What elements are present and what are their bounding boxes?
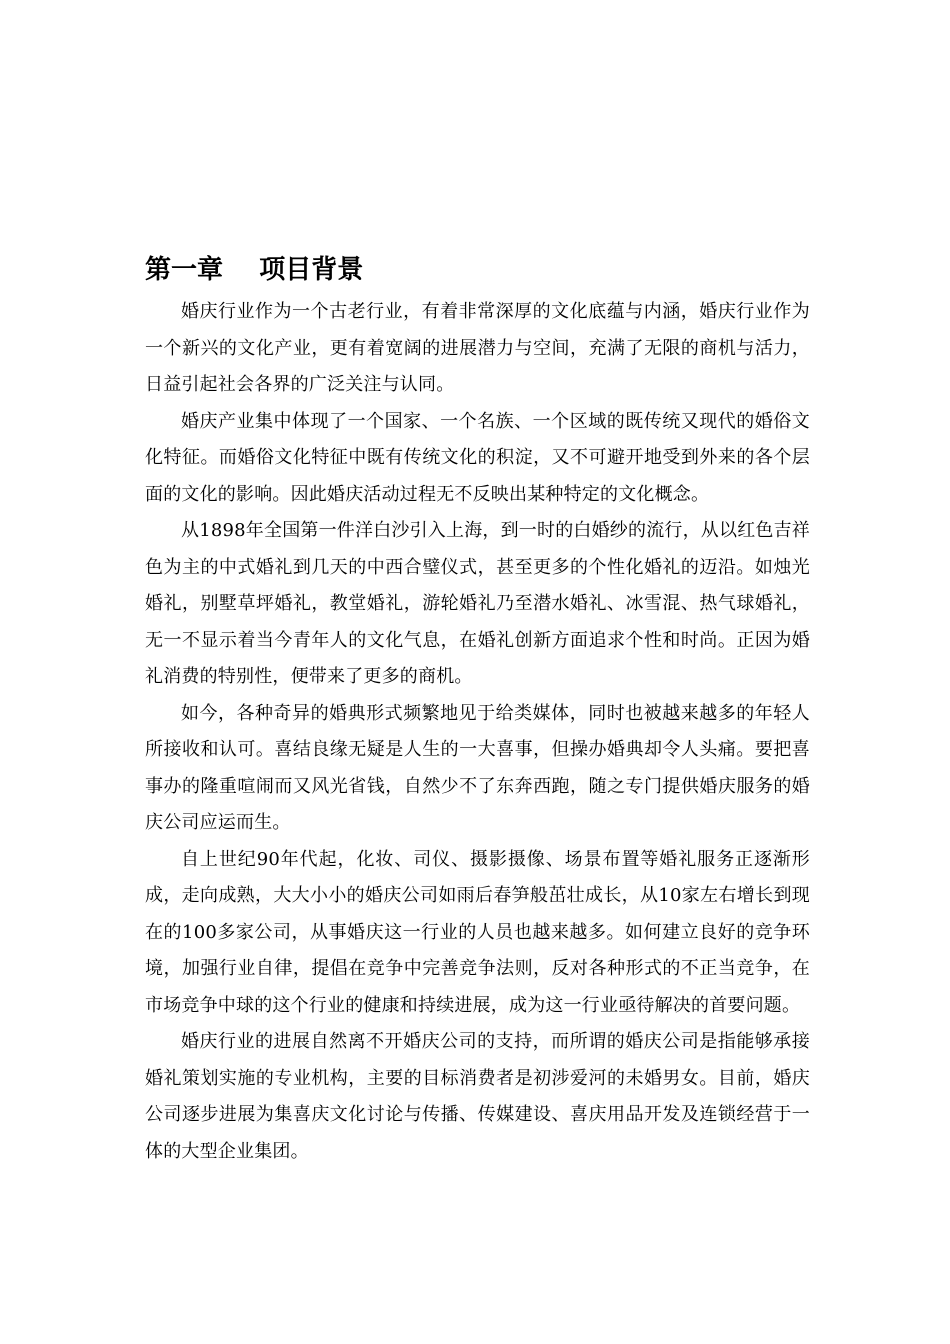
paragraph-3: 从1898年全国第一件洋白沙引入上海，到一时的白婚纱的流行，从以红色吉祥色为主的中式婚礼到几天的中西合璧仪式，甚至更多的个性化婚礼的迈沿。如烛光婚礼，别墅草坪婚礼，教堂婚礼，游轮婚礼乃至潜水婚礼、冰雪混、热气球婚礼，无一不显示着当今青年人的文化气息，在婚礼创新方面追求个性和时尚。正因为婚礼消费的特别性，便带来了更多的商机。	[145, 520, 811, 687]
paragraph-5: 自上世纪90年代起，化妆、司仪、摄影摄像、场景布置等婚礼服务正逐渐形成，走向成熟，大大小小的婚庆公司如雨后春笋般茁壮成长，从10家左右增长到现在的100多家公司，从事婚庆这一行业的人员也越来越多。如何建立良好的竞争环境，加强行业自律，提倡在竞争中完善竞争法则，反对各种形式的不正当竞争，在市场竞争中球的这个行业的健康和持续进展，成为这一行业亟待解决的首要问题。	[145, 848, 810, 1016]
paragraph-1: 婚庆行业作为一个古老行业，有着非常深厚的文化底蕴与内涵，婚庆行业作为一个新兴的文化产业，更有着宽阔的进展潜力与空间，充满了无限的商机与活力，日益引起社会各界的广泛关注与认同。	[145, 301, 810, 395]
chapter-title: 第一章 项目背景	[145, 255, 364, 285]
paragraph-6: 婚庆行业的进展自然离不开婚庆公司的支持，而所谓的婚庆公司是指能够承接婚礼策划实施的专业机构，主要的目标消费者是初涉爱河的未婚男女。目前，婚庆公司逐步进展为集喜庆文化讨论与传播、传媒建设、喜庆用品开发及连锁经营于一体的大型企业集团。	[145, 1031, 810, 1162]
paragraph-2: 婚庆产业集中体现了一个国家、一个名族、一个区域的既传统又现代的婚俗文化特征。而婚俗文化特征中既有传统文化的积淀，又不可避开地受到外来的各个层面的文化的影响。因此婚庆活动过程无不反映出某种特定的文化概念。	[145, 410, 810, 505]
document-body	[145, 250, 810, 1170]
paragraph-4: 如今，各种奇异的婚典形式频繁地见于给类媒体，同时也被越来越多的年轻人所接收和认可。喜结良缘无疑是人生的一大喜事，但操办婚典却令人头痛。要把喜事办的隆重喧闹而又风光省钱，自然少不了东奔西跑，随之专门提供婚庆服务的婚庆公司应运而生。	[145, 702, 810, 833]
